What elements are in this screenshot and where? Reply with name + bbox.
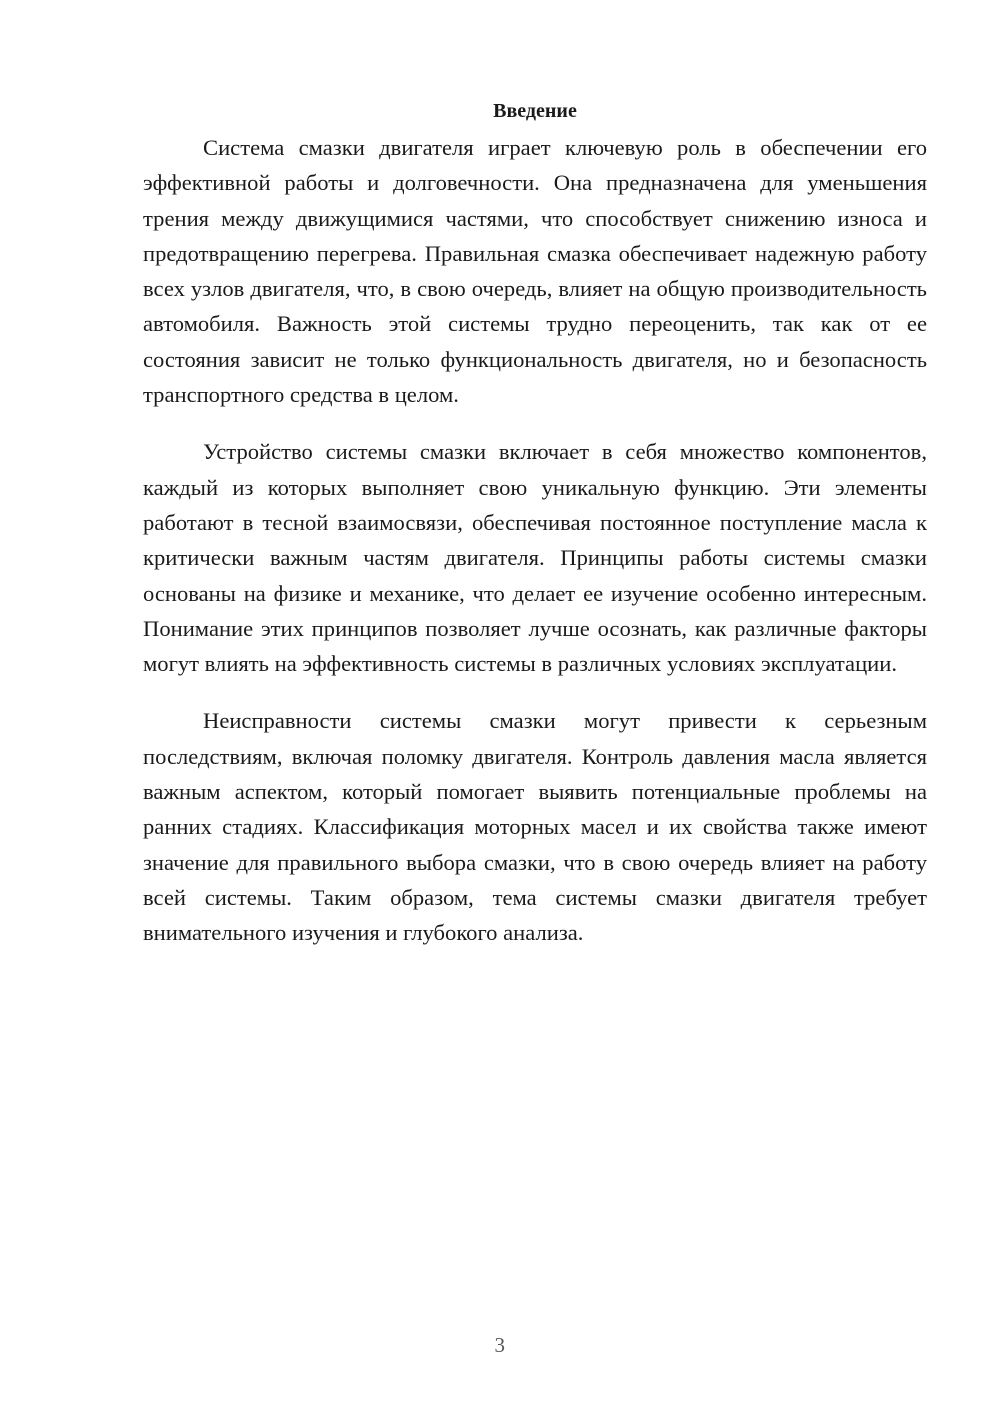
- paragraph-structure: Устройство системы смазки включает в себя множество компонентов, каждый из которых выполняет свою уникальную функцию. Эти элементы работают в тесной взаимосвязи, обеспечивая постоянное поступление масла к критически важным частям двигателя. Принципы работы системы смазки основаны на физике и механике, что делает ее изучение особенно интересным. Понимание этих принципов позволяет лучше осознать, как различные факторы могут влиять на эффективность системы в различных условиях эксплуатации.: [143, 439, 927, 677]
- paragraph-malfunctions: Неисправности системы смазки могут привести к серьезным последствиям, включая поломку двигателя. Контроль давления масла является важным аспектом, который помогает выявить потенциальные проблемы на ранних стадиях. Классификация моторных масел и их свойства также имеют значение для правильного выбора смазки, что в свою очередь влияет на работу всей системы. Таким образом, тема системы смазки двигателя требует внимательного изучения и глубокого анализа.: [143, 708, 927, 946]
- paragraph-intro: Система смазки двигателя играет ключевую роль в обеспечении его эффективной работы и долговечности. Она предназначена для уменьшения трения между движущимися частями, что способствует снижению износа и предотвращению перегрева. Правильная смазка обеспечивает надежную работу всех узлов двигателя, что, в свою очередь, влияет на общую производительность автомобиля. Важность этой системы трудно переоценить, так как от ее состояния зависит не только функциональность двигателя, но и безопасность транспортного средства в целом.: [143, 135, 927, 408]
- section-title: Введение: [493, 100, 577, 122]
- document-page: [143, 96, 927, 973]
- page-number: 3: [494, 1333, 506, 1357]
